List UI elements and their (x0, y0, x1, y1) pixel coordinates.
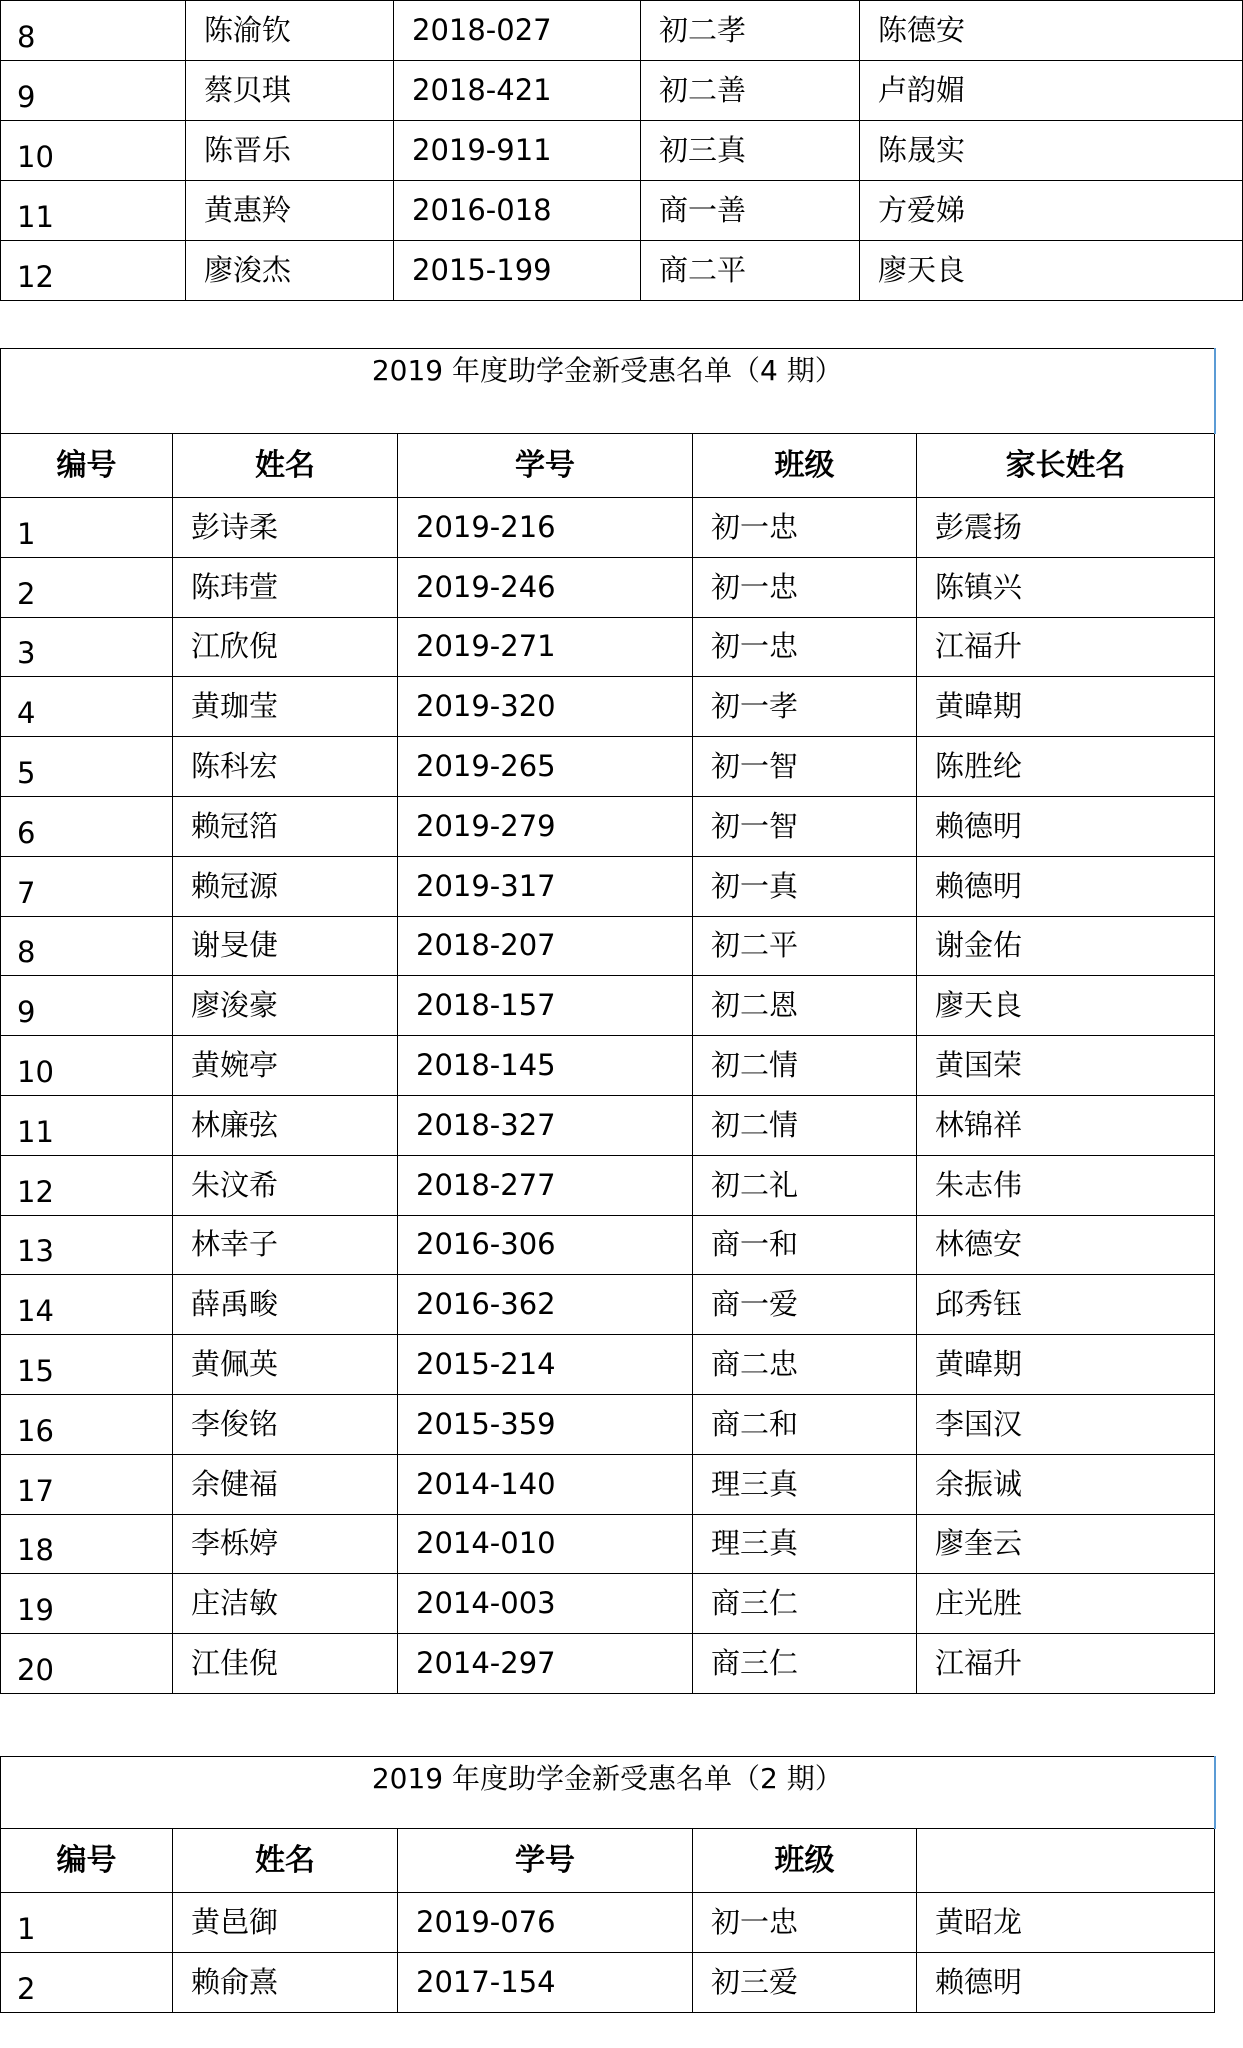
row-number-cell: 8 (1, 1, 186, 61)
row-number-cell: 6 (1, 796, 173, 856)
table-row (1, 1036, 1215, 1096)
parent-name-cell: 方爱娣 (860, 181, 1243, 241)
class-name-cell: 初一智 (693, 796, 917, 856)
student-name-cell: 蔡贝琪 (186, 61, 394, 121)
student-name-cell: 林幸子 (173, 1215, 398, 1275)
student-id-cell: 2018-277 (398, 1155, 693, 1215)
student-id-cell: 2018-145 (398, 1036, 693, 1096)
parent-name-cell: 江福升 (917, 1634, 1215, 1694)
student-id-cell: 2019-076 (398, 1893, 693, 1953)
student-name-cell: 廖浚杰 (186, 241, 394, 301)
class-name-cell: 商二和 (693, 1394, 917, 1454)
row-number-cell: 10 (1, 121, 186, 181)
table-row (1, 1953, 1215, 2013)
class-name-cell: 初二情 (693, 1095, 917, 1155)
student-name-cell: 黄邑御 (173, 1893, 398, 1953)
parent-name-cell: 邱秀钰 (917, 1275, 1215, 1335)
parent-name-cell: 卢韵媚 (860, 61, 1243, 121)
student-id-cell: 2016-362 (398, 1275, 693, 1335)
table-row (1, 796, 1215, 856)
student-name-cell: 庄洁敏 (173, 1574, 398, 1634)
student-id-cell: 2017-154 (398, 1953, 693, 2013)
table-row (1, 557, 1215, 617)
class-name-cell: 初二情 (693, 1036, 917, 1096)
parent-name-cell: 余振诚 (917, 1454, 1215, 1514)
student-id-cell: 2016-306 (398, 1215, 693, 1275)
table-row (1, 976, 1215, 1036)
student-id-cell: 2019-911 (394, 121, 641, 181)
parent-name-cell: 江福升 (917, 617, 1215, 677)
row-number-cell: 8 (1, 916, 173, 976)
student-name-cell: 赖冠箔 (173, 796, 398, 856)
class-name-cell: 初一忠 (693, 498, 917, 558)
row-number-cell: 13 (1, 1215, 173, 1275)
table-row (1, 916, 1215, 976)
student-id-cell: 2019-265 (398, 737, 693, 797)
student-name-cell: 谢旻倢 (173, 916, 398, 976)
student-id-cell: 2019-271 (398, 617, 693, 677)
scholarship-table-2-period (0, 1756, 1216, 2013)
column-header: 编号 (1, 1829, 173, 1893)
row-number-cell: 9 (1, 61, 186, 121)
student-id-cell: 2015-199 (394, 241, 641, 301)
table-row (1, 677, 1215, 737)
row-number-cell: 1 (1, 498, 173, 558)
table-row (1, 1215, 1215, 1275)
student-id-cell: 2018-421 (394, 61, 641, 121)
class-name-cell: 商一爱 (693, 1275, 917, 1335)
student-id-cell: 2016-018 (394, 181, 641, 241)
student-id-cell: 2015-359 (398, 1394, 693, 1454)
row-number-cell: 17 (1, 1454, 173, 1514)
student-name-cell: 黄珈莹 (173, 677, 398, 737)
column-header: 家长姓名 (917, 434, 1215, 498)
class-name-cell: 初三真 (641, 121, 860, 181)
parent-name-cell: 黄暐期 (917, 1335, 1215, 1395)
student-name-cell: 黄婉亭 (173, 1036, 398, 1096)
student-id-cell: 2018-327 (398, 1095, 693, 1155)
parent-name-cell: 陈胜纶 (917, 737, 1215, 797)
table-header-row (1, 1829, 1215, 1893)
student-id-cell: 2018-027 (394, 1, 641, 61)
student-id-cell: 2014-140 (398, 1454, 693, 1514)
student-name-cell: 余健福 (173, 1454, 398, 1514)
table-row (1, 1335, 1215, 1395)
table-row (1, 1514, 1215, 1574)
parent-name-cell: 彭震扬 (917, 498, 1215, 558)
class-name-cell: 理三真 (693, 1454, 917, 1514)
student-id-cell: 2015-214 (398, 1335, 693, 1395)
parent-name-cell: 黄昭龙 (917, 1893, 1215, 1953)
student-name-cell: 陈渝钦 (186, 1, 394, 61)
row-number-cell: 3 (1, 617, 173, 677)
row-number-cell: 2 (1, 557, 173, 617)
student-name-cell: 黄佩英 (173, 1335, 398, 1395)
row-number-cell: 20 (1, 1634, 173, 1694)
parent-name-cell: 赖德明 (917, 796, 1215, 856)
row-number-cell: 11 (1, 181, 186, 241)
class-name-cell: 商三仁 (693, 1634, 917, 1694)
parent-name-cell: 庄光胜 (917, 1574, 1215, 1634)
table-row (1, 241, 1243, 301)
student-name-cell: 彭诗柔 (173, 498, 398, 558)
column-header (917, 1829, 1215, 1893)
class-name-cell: 初二恩 (693, 976, 917, 1036)
row-number-cell: 11 (1, 1095, 173, 1155)
student-id-cell: 2019-216 (398, 498, 693, 558)
row-number-cell: 5 (1, 737, 173, 797)
student-name-cell: 江佳倪 (173, 1634, 398, 1694)
table-row (1, 498, 1215, 558)
row-number-cell: 1 (1, 1893, 173, 1953)
column-header: 编号 (1, 434, 173, 498)
row-number-cell: 2 (1, 1953, 173, 2013)
table-row (1, 1155, 1215, 1215)
student-name-cell: 陈晋乐 (186, 121, 394, 181)
student-id-cell: 2019-317 (398, 856, 693, 916)
student-name-cell: 黄惠羚 (186, 181, 394, 241)
parent-name-cell: 朱志伟 (917, 1155, 1215, 1215)
class-name-cell: 理三真 (693, 1514, 917, 1574)
column-header: 学号 (398, 434, 693, 498)
table-row (1, 1893, 1215, 1953)
table-row (1, 1574, 1215, 1634)
parent-name-cell: 赖德明 (917, 1953, 1215, 2013)
table-row (1, 617, 1215, 677)
row-number-cell: 18 (1, 1514, 173, 1574)
student-name-cell: 赖冠源 (173, 856, 398, 916)
student-name-cell: 朱汶希 (173, 1155, 398, 1215)
row-number-cell: 19 (1, 1574, 173, 1634)
table-row (1, 61, 1243, 121)
class-name-cell: 初二礼 (693, 1155, 917, 1215)
table-row (1, 1634, 1215, 1694)
table-title: 2019 年度助学金新受惠名单（2 期） (1, 1757, 1215, 1829)
column-header: 班级 (693, 434, 917, 498)
parent-name-cell: 赖德明 (917, 856, 1215, 916)
class-name-cell: 初一忠 (693, 557, 917, 617)
table-header-row (1, 434, 1215, 498)
student-id-cell: 2019-279 (398, 796, 693, 856)
column-header: 班级 (693, 1829, 917, 1893)
class-name-cell: 初一真 (693, 856, 917, 916)
parent-name-cell: 廖天良 (860, 241, 1243, 301)
row-number-cell: 14 (1, 1275, 173, 1335)
table-row (1, 1394, 1215, 1454)
table-title: 2019 年度助学金新受惠名单（4 期） (1, 349, 1215, 434)
column-header: 学号 (398, 1829, 693, 1893)
table-row (1, 1454, 1215, 1514)
student-id-cell: 2014-010 (398, 1514, 693, 1574)
student-name-cell: 林廉弦 (173, 1095, 398, 1155)
class-name-cell: 初二孝 (641, 1, 860, 61)
student-name-cell: 薛禹畯 (173, 1275, 398, 1335)
student-name-cell: 李俊铭 (173, 1394, 398, 1454)
table-row (1, 1095, 1215, 1155)
class-name-cell: 初二善 (641, 61, 860, 121)
parent-name-cell: 陈晟实 (860, 121, 1243, 181)
class-name-cell: 初一忠 (693, 1893, 917, 1953)
table-row (1, 121, 1243, 181)
scholarship-table-4-period (0, 348, 1216, 1694)
student-name-cell: 江欣倪 (173, 617, 398, 677)
table-row (1, 1, 1243, 61)
class-name-cell: 商一和 (693, 1215, 917, 1275)
parent-name-cell: 陈镇兴 (917, 557, 1215, 617)
class-name-cell: 初一忠 (693, 617, 917, 677)
parent-name-cell: 廖天良 (917, 976, 1215, 1036)
student-id-cell: 2019-246 (398, 557, 693, 617)
row-number-cell: 7 (1, 856, 173, 916)
student-id-cell: 2018-157 (398, 976, 693, 1036)
parent-name-cell: 黄国荣 (917, 1036, 1215, 1096)
table-row (1, 856, 1215, 916)
column-header: 姓名 (173, 434, 398, 498)
column-header: 姓名 (173, 1829, 398, 1893)
student-name-cell: 李栎婷 (173, 1514, 398, 1574)
parent-name-cell: 谢金佑 (917, 916, 1215, 976)
student-id-cell: 2014-297 (398, 1634, 693, 1694)
row-number-cell: 16 (1, 1394, 173, 1454)
class-name-cell: 初二平 (693, 916, 917, 976)
row-number-cell: 15 (1, 1335, 173, 1395)
student-id-cell: 2019-320 (398, 677, 693, 737)
table-row (1, 181, 1243, 241)
parent-name-cell: 黄暐期 (917, 677, 1215, 737)
student-name-cell: 廖浚豪 (173, 976, 398, 1036)
row-number-cell: 9 (1, 976, 173, 1036)
class-name-cell: 初一智 (693, 737, 917, 797)
class-name-cell: 初一孝 (693, 677, 917, 737)
class-name-cell: 商二平 (641, 241, 860, 301)
class-name-cell: 初三爱 (693, 1953, 917, 2013)
parent-name-cell: 林锦祥 (917, 1095, 1215, 1155)
table-row (1, 737, 1215, 797)
parent-name-cell: 林德安 (917, 1215, 1215, 1275)
student-id-cell: 2018-207 (398, 916, 693, 976)
row-number-cell: 4 (1, 677, 173, 737)
parent-name-cell: 陈德安 (860, 1, 1243, 61)
row-number-cell: 12 (1, 241, 186, 301)
student-name-cell: 陈玮萱 (173, 557, 398, 617)
row-number-cell: 10 (1, 1036, 173, 1096)
table-row (1, 1275, 1215, 1335)
parent-name-cell: 李国汉 (917, 1394, 1215, 1454)
parent-name-cell: 廖奎云 (917, 1514, 1215, 1574)
class-name-cell: 商一善 (641, 181, 860, 241)
student-name-cell: 赖俞熹 (173, 1953, 398, 2013)
scholarship-table-continued (0, 0, 1243, 301)
student-name-cell: 陈科宏 (173, 737, 398, 797)
class-name-cell: 商二忠 (693, 1335, 917, 1395)
class-name-cell: 商三仁 (693, 1574, 917, 1634)
student-id-cell: 2014-003 (398, 1574, 693, 1634)
row-number-cell: 12 (1, 1155, 173, 1215)
